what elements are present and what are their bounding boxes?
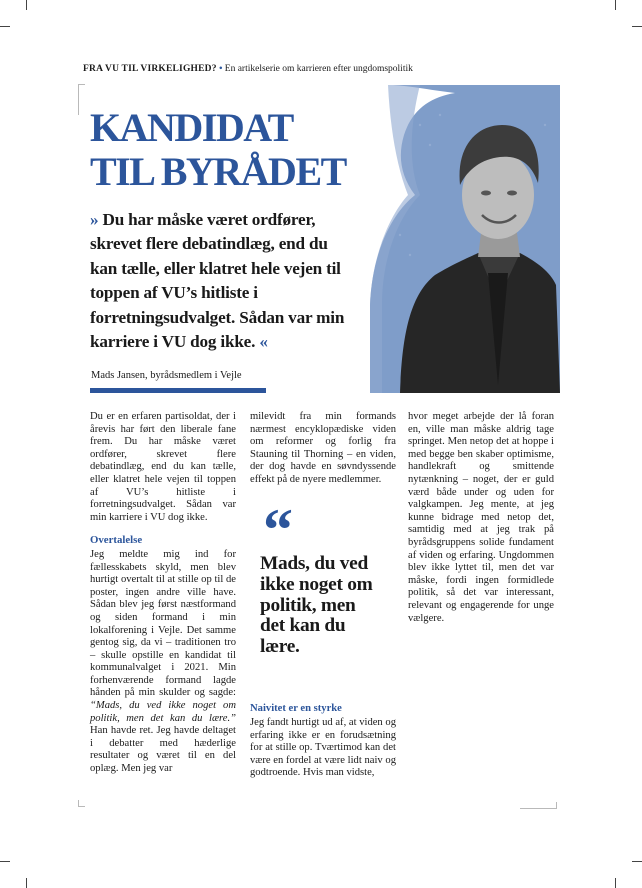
byline: Mads Jansen, byrådsmedlem i Vejle	[91, 370, 242, 381]
byline-bar	[90, 388, 266, 393]
article-title	[90, 106, 346, 194]
column-3	[408, 411, 554, 625]
crop-mark	[26, 0, 27, 10]
crop-mark	[0, 26, 10, 27]
crop-mark	[632, 861, 642, 862]
body-text: Jeg meldte mig ind for fællesskabets skyld, men blev hurtigt overtalt til at stille op til de poster, ingen andre ville have. Sådan blev jeg først næstformand og siden formand i min lokalforening i Vejle. Det samme gentog sig, da vi – traditionen tro – skulle opstille en kandidat til kommunalvalget i 2021. Min forhenværende formand lagde hånden på min skulder og sagde:	[90, 548, 236, 699]
frame-line	[78, 84, 85, 115]
subheading-overtalelse: Overtalelse	[90, 534, 143, 547]
pull-quote: Mads, du ved ikke noget om politik, men det kan du lære.	[260, 553, 373, 658]
intro-paragraph: Du er en erfaren partisoldat, der i årevis har ført den liberale fane frem. Du har måske været ordfører, skrevet flere debatindlæg, end du kan tælle, eller klatret hele vejen til toppen af VU’s hitliste i forretningsudvalget. Sådan var min karriere i VU dog ikke.	[90, 411, 236, 523]
series-subtitle: En artikelserie om karrieren efter ungdomspolitik	[224, 64, 413, 74]
body-paragraph: hvor meget arbejde der lå foran en, ville man måske aldrig tage springet. Men netop det at hoppe i med begge ben skaber optimisme, handlekraft og smittende nytænkning – noget, der er guld værd både under og uden for valgkampen. Jeg mente, at jeg kunne bidrage med netop det, samtidig med at jeg trak på byrådsgruppens solide fundament af viden og erfaring. Ungdommen blev ikke lyttet til, men det var måske, fordi ingen formidlede politik, så det var interessant, relevant og engagerende for unge vælgere.	[408, 411, 554, 624]
crop-mark	[26, 878, 27, 888]
column-2-bottom	[250, 717, 396, 780]
body-paragraph: Jeg fandt hurtigt ud af, at viden og erfaring ikke er en forudsætning for at stille op. Tværtimod kan det være en fordel at være lidt naiv og godtroende. Hvis man vidste,	[250, 717, 396, 779]
crop-mark	[615, 0, 616, 10]
portrait-photo	[360, 85, 560, 393]
quote-mark-icon: “	[263, 497, 293, 563]
crop-mark	[0, 861, 10, 862]
series-header	[83, 64, 413, 74]
title-line-1: KANDIDAT	[90, 105, 293, 150]
body-text-end: Han havde ret. Jeg havde deltaget i debatter med hæderlige resultater og været til en del oplæg. Men jeg var	[90, 725, 236, 775]
title-line-2: TIL BYRÅDET	[90, 149, 346, 194]
inline-quote: “Mads, du ved ikke noget om politik, men det kan du lære.”	[90, 700, 236, 724]
column-2-top	[250, 411, 396, 487]
lead-close-quote: «	[259, 332, 268, 352]
frame-line	[78, 800, 85, 807]
frame-line	[520, 802, 557, 809]
body-paragraph	[90, 549, 236, 776]
crop-mark	[632, 26, 642, 27]
column-1	[90, 411, 236, 776]
lead-text: Du har måske været ordfører, skrevet flere debatindlæg, end du kan tælle, eller klatret hele vejen til toppen af VU’s hitliste i forretningsudvalget. Sådan var min karriere i VU dog ikke.	[90, 210, 345, 352]
crop-mark	[615, 878, 616, 888]
subheading-naivitet: Naivitet er en styrke	[250, 703, 342, 714]
lead-open-quote: »	[90, 210, 99, 229]
bullet-icon: •	[219, 64, 223, 74]
series-title: FRA VU TIL VIRKELIGHED?	[83, 64, 217, 74]
body-paragraph: milevidt fra min formands nærmest encyklopædiske viden om reformer og forlig fra Stauning til Thorning – en viden, der dog havde en søvndyssende effekt på de nyere medlemmer.	[250, 411, 396, 485]
lead-paragraph	[90, 208, 350, 354]
